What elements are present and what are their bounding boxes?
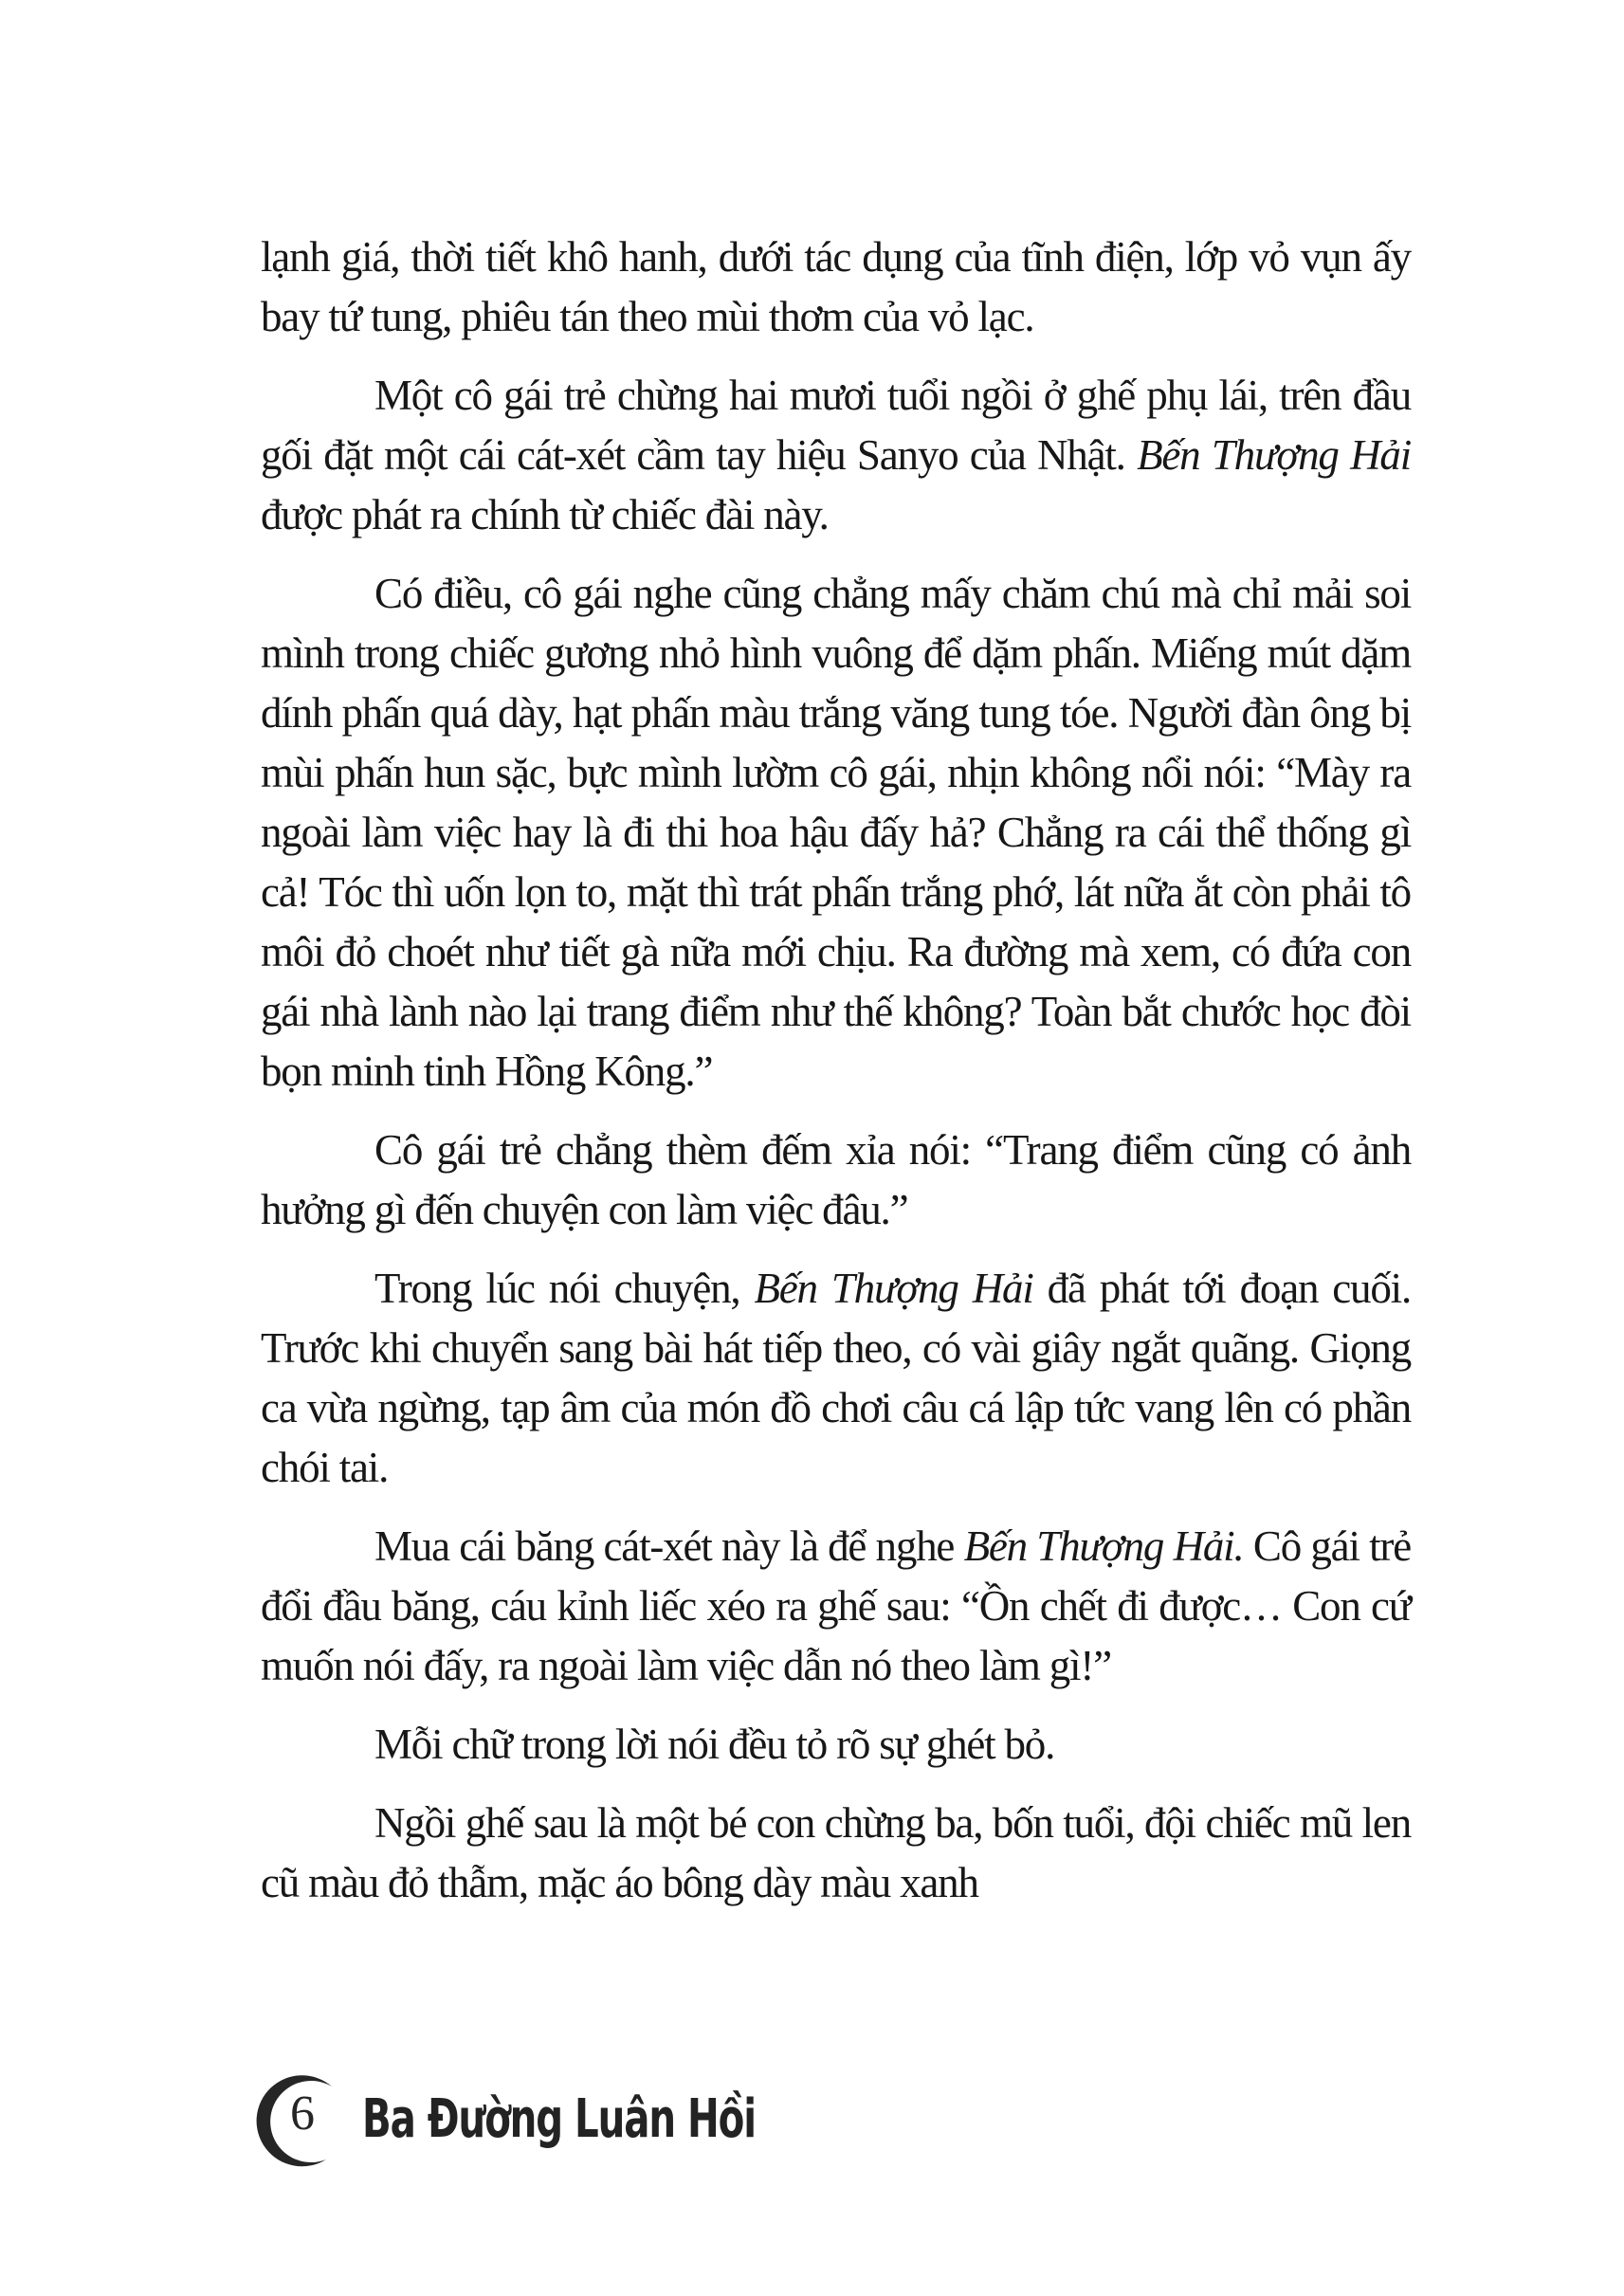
paragraph-7 bbox=[261, 1715, 1411, 1775]
paragraph-text: đã phát tới đoạn cuối. Trước khi chuyển sang bài hát tiếp theo, có vài giây ngắt quãng. Giọng ca vừa ngừng, tạp âm của món đồ chơi câu cá lập tức vang lên có phần chói tai. bbox=[261, 1265, 1411, 1491]
paragraph-text: được phát ra chính từ chiếc đài này. bbox=[261, 491, 829, 538]
paragraph-8 bbox=[261, 1794, 1411, 1913]
footer-logo bbox=[254, 2074, 351, 2169]
page-text bbox=[261, 228, 1411, 1932]
song-title-italic: Bến Thượng Hải bbox=[754, 1265, 1033, 1312]
paragraph-2 bbox=[261, 366, 1411, 545]
book-title: Ba Đường Luân Hồi bbox=[362, 2088, 757, 2150]
paragraph-5 bbox=[261, 1259, 1411, 1498]
paragraph-text: Mỗi chữ trong lời nói đều tỏ rõ sự ghét bỏ. bbox=[374, 1721, 1055, 1768]
paragraph-3 bbox=[261, 564, 1411, 1102]
paragraph-text: Cô gái trẻ chẳng thèm đếm xỉa nói: “Trang điểm cũng có ảnh hưởng gì đến chuyện con làm việc đâu.” bbox=[261, 1126, 1411, 1233]
page-footer bbox=[0, 2067, 1624, 2190]
paragraph-text: Một cô gái trẻ chừng hai mươi tuổi ngồi ở ghế phụ lái, trên đầu gối đặt một cái cát-xét cầm tay hiệu Sanyo của Nhật. bbox=[261, 372, 1411, 479]
paragraph-text: Có điều, cô gái nghe cũng chẳng mấy chăm chú mà chỉ mải soi mình trong chiếc gương nhỏ hình vuông để dặm phấn. Miếng mút dặm dính phấn quá dày, hạt phấn màu trắng văng tung tóe. Người đàn ông bị mùi phấn hun sặc, bực mình lườm cô gái, nhịn không nổi nói: “Mày ra ngoài làm việc hay là đi thi hoa hậu đấy hả? Chẳng ra cái thể thống gì cả! Tóc thì uốn lọn to, mặt thì trát phấn trắng phớ, lát nữa ắt còn phải tô môi đỏ choét như tiết gà nữa mới chịu. Ra đường mà xem, có đứa con gái nhà lành nào lại trang điểm như thế không? Toàn bắt chước học đòi bọn minh tinh Hồng Kông.” bbox=[261, 570, 1411, 1095]
paragraph-text: Trong lúc nói chuyện, bbox=[374, 1265, 755, 1312]
paragraph-4 bbox=[261, 1121, 1411, 1240]
paragraph-6 bbox=[261, 1517, 1411, 1696]
paragraph-text: lạnh giá, thời tiết khô hanh, dưới tác dụng của tĩnh điện, lớp vỏ vụn ấy bay tứ tung, phiêu tán theo mùi thơm của vỏ lạc. bbox=[261, 233, 1411, 340]
song-title-italic: Bến Thượng Hải bbox=[1137, 431, 1412, 479]
paragraph-1 bbox=[261, 228, 1411, 347]
page-number: 6 bbox=[290, 2086, 315, 2141]
song-title-italic: Bến Thượng Hải. bbox=[963, 1522, 1244, 1570]
paragraph-text: Mua cái băng cát-xét này là để nghe bbox=[374, 1522, 964, 1570]
paragraph-text: Cô gái trẻ đổi đầu băng, cáu kỉnh liếc xéo ra ghế sau: “Ồn chết đi được… Con cứ muốn nói đấy, ra ngoài làm việc dẫn nó theo làm gì!” bbox=[261, 1522, 1411, 1689]
paragraph-text: Ngồi ghế sau là một bé con chừng ba, bốn tuổi, đội chiếc mũ len cũ màu đỏ thẫm, mặc áo bông dày màu xanh bbox=[261, 1799, 1411, 1906]
